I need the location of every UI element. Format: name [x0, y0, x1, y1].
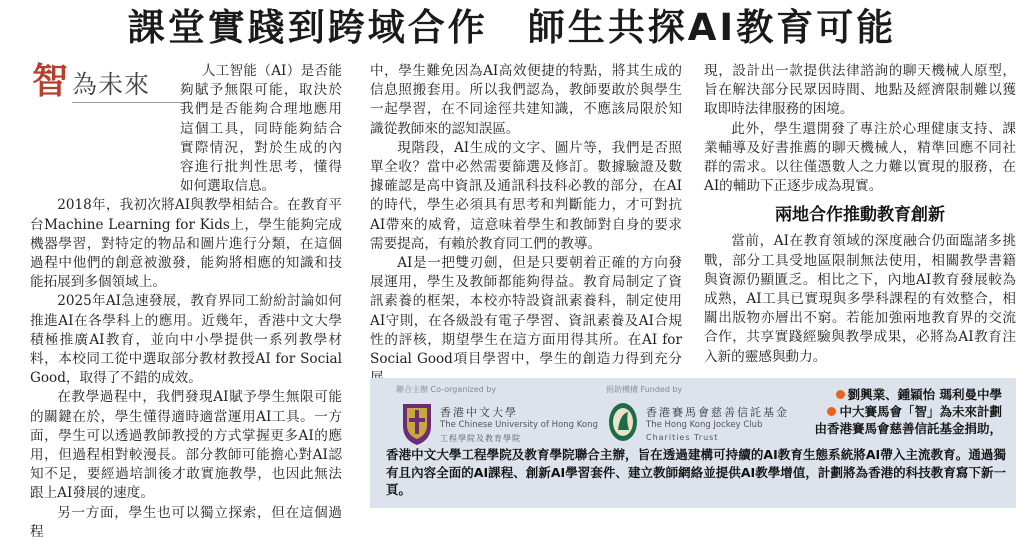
- paragraph: 在教學過程中，我們發現AI賦予學生無限可能的關鍵在於，學生懂得適時適當運用AI工具。一方面，學生可以透過教師教授的方式掌握更多AI的應用，但過程相對較漫長。部分教師可能擔心對AI認知不足，要經過培訓後才敢實施教學，也因此無法跟上AI發展的速度。: [30, 389, 342, 502]
- paragraph: 此外，學生還開發了專注於心理健康支持、課業輔導及好書推薦的聊天機械人，精準回應不同社群的需求。以往僅憑數人之力難以實現的服務，在AI的輔助下正逐步成為現實。: [704, 120, 1016, 195]
- hkjc-name-zh: 香港賽馬會慈善信託基金: [646, 406, 789, 419]
- hkjc-name-en: The Hong Kong Jockey Club: [646, 420, 763, 430]
- cuhk-name-zh: 香港中文大學: [440, 406, 518, 419]
- bullet-dot-icon: [827, 407, 836, 416]
- credit-funding: 由香港賽馬會慈善信託基金捐助，: [814, 421, 1002, 436]
- section-heading: 兩地合作推動教育創新: [775, 205, 945, 226]
- cuhk-name-en: The Chinese University of Hong Kong: [440, 420, 598, 430]
- paragraph: 2018年，我初次將AI與教學相結合。在教育平台Machine Learning for Kids上，學生能夠完成機器學習，對特定的物品和圖片進行分類，在這個過程中他們的創意被激發，能夠將相應的知識和技能拓展到多個領域上。: [30, 197, 342, 291]
- funding-description: 香港中文大學工程學院及教育學院聯合主辦，旨在透過建構可持續的AI教育生態系統將AI帶入主流教育。通過獨有且內容全面的AI課程、創新AI學習套件、建立教師網絡並提供AI教學增值，計劃將為香港的科技教育寫下新一頁。: [386, 447, 1006, 497]
- coorganizer-label: 聯合主辦 Co-organized by: [396, 385, 497, 394]
- paragraph: 2025年AI急速發展，教育界同工紛紛討論如何推進AI在各學科上的應用。近幾年，香港中文大學積極推廣AI教育，並向中小學提供一系列教學材料，本校同工從中選取部分教材教授AI for Social Good，取得了不錯的成效。: [30, 293, 342, 387]
- credit-authors: [814, 386, 1002, 403]
- hkjc-emblem-icon: [606, 400, 640, 446]
- funding-panel: [370, 378, 1016, 508]
- paragraph: 人工智能（AI）是否能夠賦予無限可能，取決於我們是否能夠合理地應用這個工具，同時能夠結合實際情況，對於生成的內容進行批判性思考，懂得如何選取信息。: [180, 63, 342, 195]
- paragraph: 另一方面，學生也可以獨立探索，但在這個過程: [30, 504, 342, 540]
- badge-text: 為未來: [72, 70, 151, 99]
- article-column-3: [704, 62, 1016, 367]
- bullet-dot-icon: [836, 390, 845, 399]
- cuhk-crest-icon: [400, 400, 434, 446]
- paragraph: AI是一把雙刃劍，但是只要朝着正確的方向發展運用，學生及教師都能夠得益。教育局制定了資訊素養的框架，本校亦特設資訊素養科，制定使用AI守則，在各級設有電子學習、資訊素養及AI合規性的評核，期望學生在這方面用得其所。在AI for Social Good項目學習中，學生的創造力得到充分: [370, 255, 682, 368]
- credit-authors-text: 劉興業、鍾穎怡 瑪利曼中學: [847, 387, 1002, 402]
- badge-char: 智: [32, 61, 69, 102]
- credits: [814, 386, 1002, 437]
- paragraph: 現階段，AI生成的文字、圖片等，我們是否照單全收？當中必然需要篩選及修訂。數據驗證及數據確認是高中資訊及通訊科技科必教的部分，在AI的時代，學生必須具有思考和判斷能力，才可對抗AI帶來的威脅，這意味着學生和教師對自身的要求需要提高，有賴於教育同工們的教導。: [370, 139, 682, 252]
- hkjc-name-en-2: Charities Trust: [646, 433, 719, 442]
- cuhk-logo: [400, 400, 620, 450]
- paragraph: 當前，AI在教育領域的深度融合仍面臨諸多挑戰，部分工具受地區限制無法使用，相關教學書籍與資源仍顯匱乏。相比之下，內地AI教育發展較為成熟，AI工具已實現與多學科課程的有效整合，相關出版物亦層出不窮。若能加強兩地教育界的交流合作，共享實踐經驗與教學成果，必將為AI教育注入新的靈感與動力。: [704, 233, 1016, 365]
- article-column-1: [30, 62, 342, 542]
- credit-programme-text: 中大賽馬會「智」為未來計劃: [839, 404, 1002, 419]
- credit-programme: [814, 403, 1002, 420]
- cuhk-faculty: 工程學院及教育學院: [440, 434, 521, 443]
- page-title: 課堂實踐到跨域合作 師生共探AI教育可能: [127, 6, 897, 49]
- funder-label: 捐助機構 Funded by: [606, 385, 683, 394]
- paragraph: 現，設計出一款提供法律諮詢的聊天機械人原型，旨在解決部分民眾因時間、地點及經濟限制難以獲取即時法律服務的困境。: [704, 63, 1016, 118]
- hkjc-logo: [606, 400, 789, 450]
- article-column-2: [370, 62, 682, 388]
- paragraph: 中，學生難免因為AI高效便捷的特點，將其生成的信息照搬套用。所以我們認為，教師要敢於與學生一起學習，在不同途徑共建知識，不應該局限於知識從教師來的認知誤區。: [370, 63, 682, 137]
